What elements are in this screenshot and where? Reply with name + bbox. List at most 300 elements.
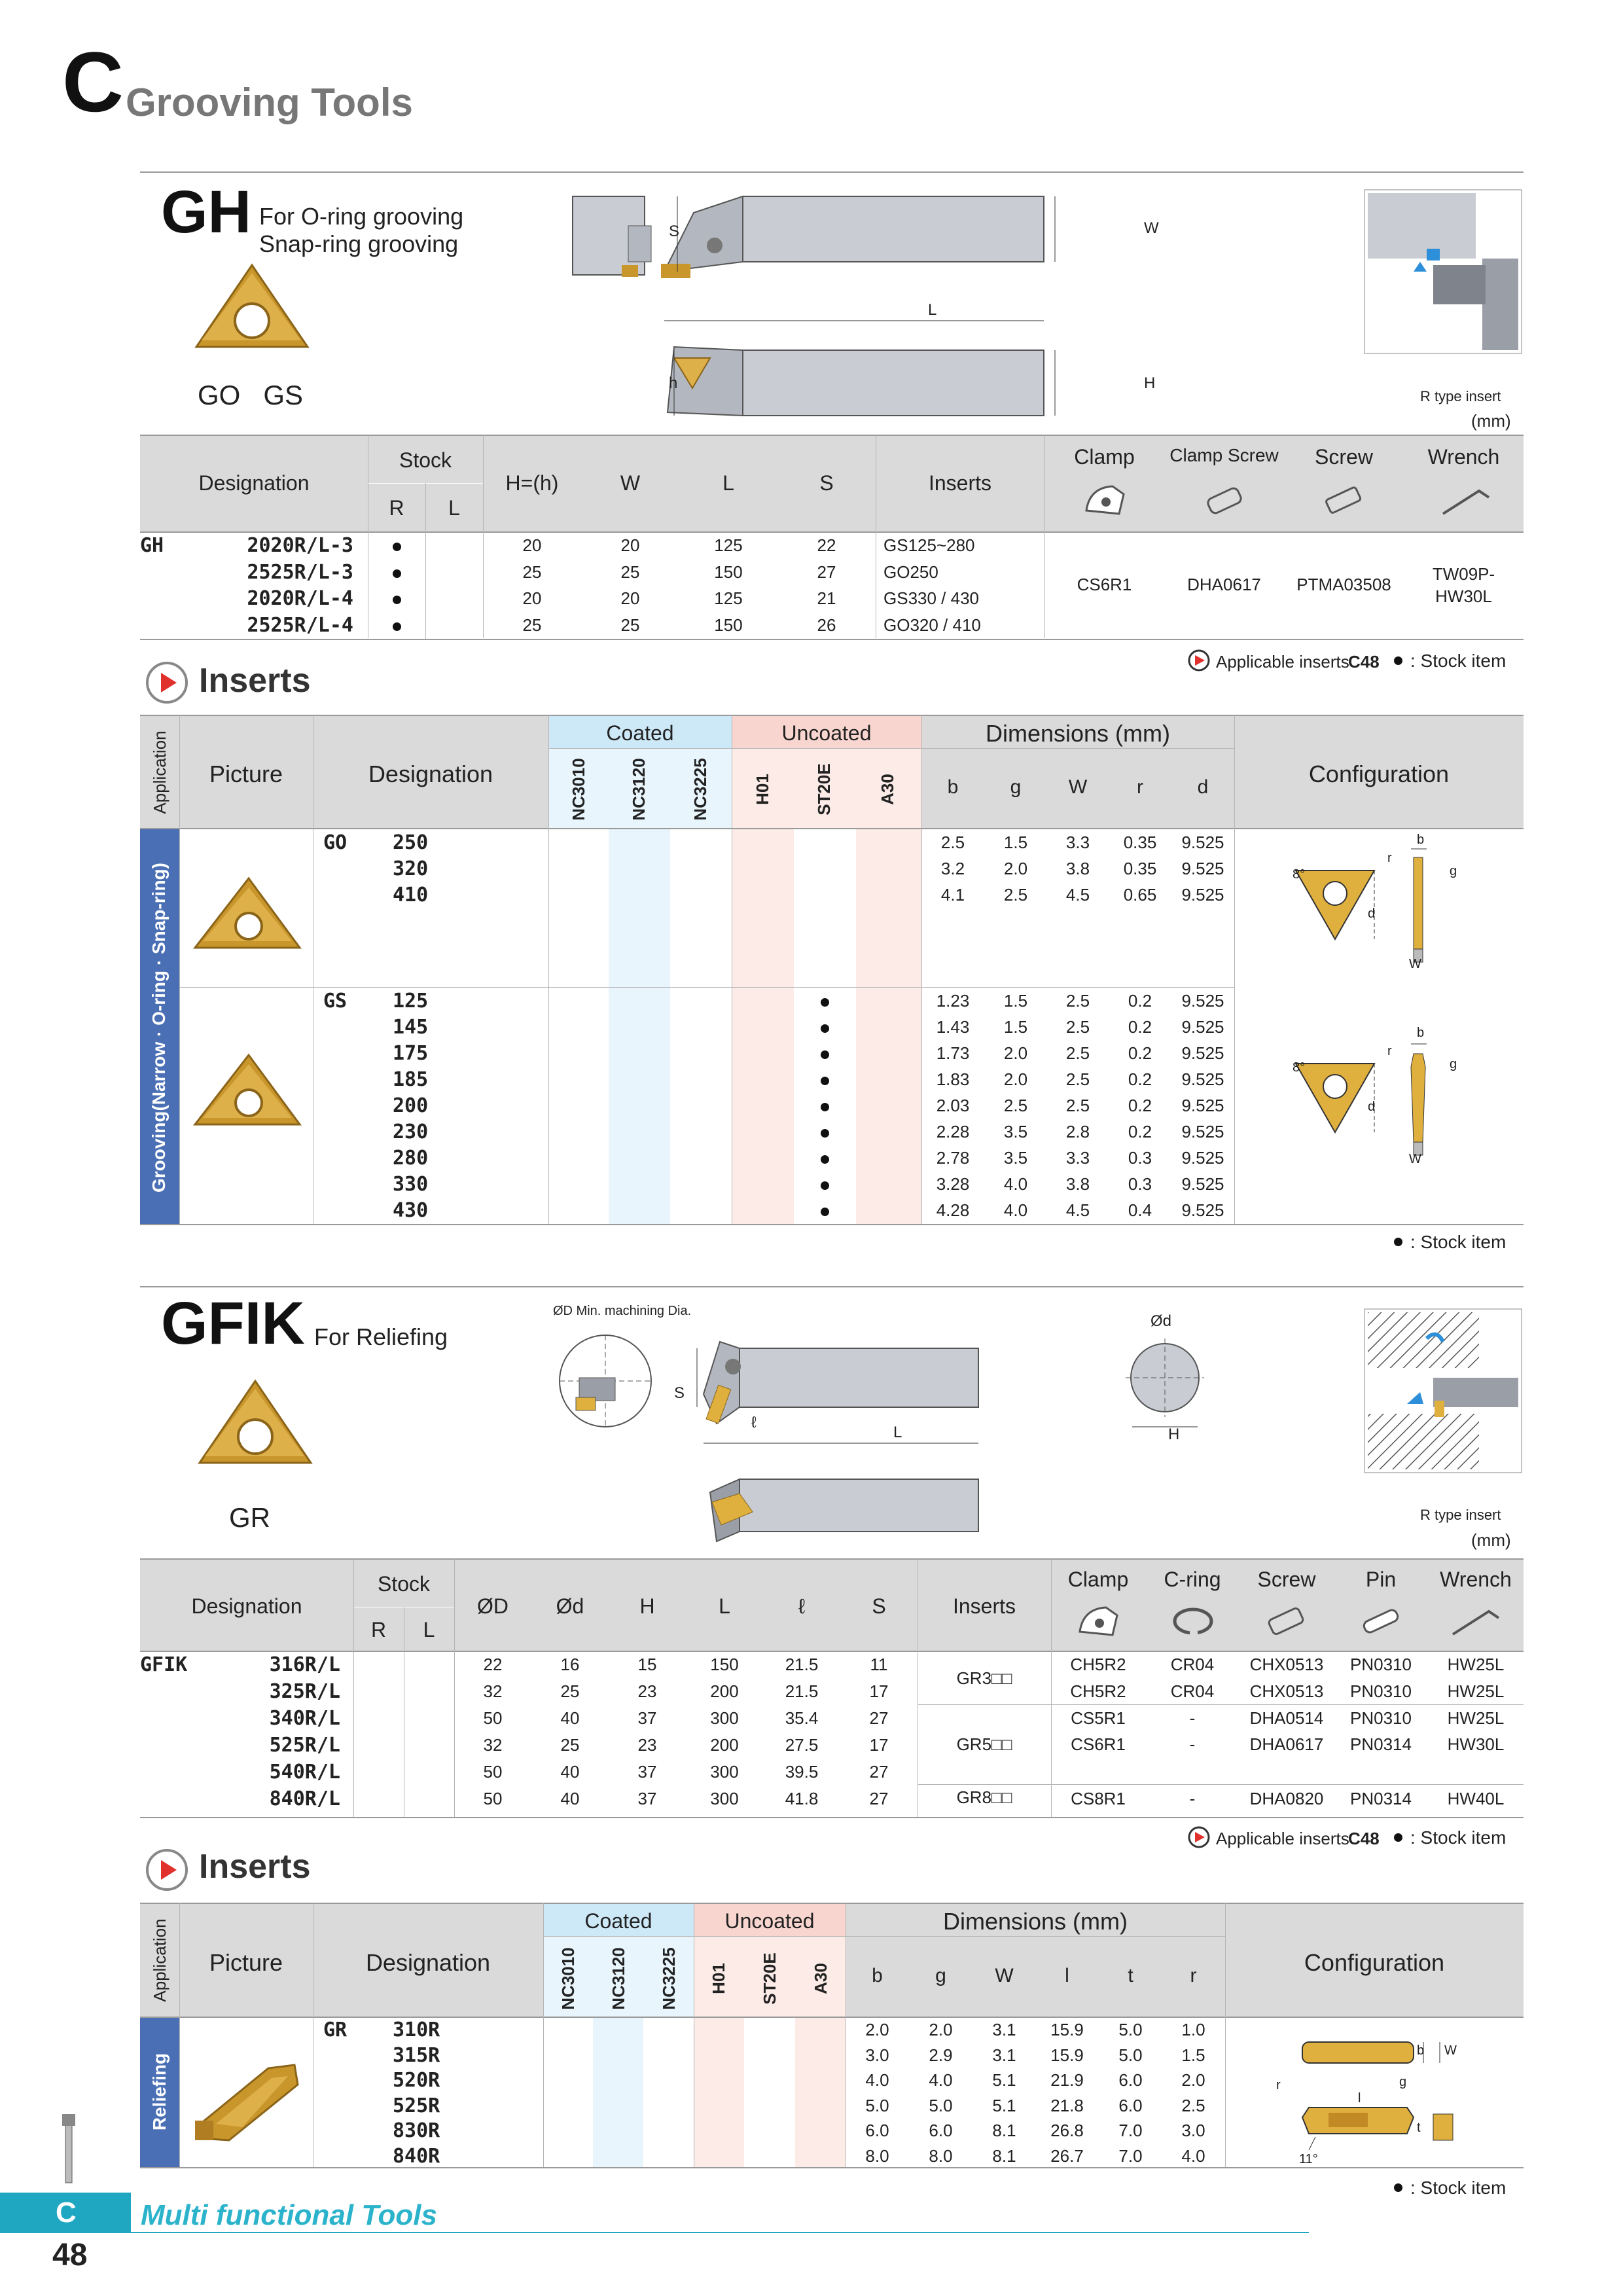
grade-a30: A30 [878,774,897,805]
inserts1-title: Inserts [199,662,311,700]
gr-row-code: 830R [393,2119,440,2142]
go-row-d: 9.525 [1181,859,1224,878]
gh-row-h: 25 [522,562,542,582]
dim-w: W [1068,776,1088,798]
go-config-b: b [1417,833,1425,847]
gs-family: GS [323,990,348,1013]
gfik-row-od-small: 25 [560,1735,580,1755]
go-row-r: 0.35 [1123,833,1157,852]
gfik-row-l: 200 [710,1681,739,1701]
gs-row-r: 0.2 [1128,1043,1152,1063]
gh-row-code: 2525R/L-3 [247,560,353,584]
gh-dim-w: W [1144,219,1159,237]
gr-row-b: 2.0 [865,2020,889,2039]
gr-row-w: 5.1 [992,2070,1016,2090]
gr-row-l: 26.7 [1050,2145,1084,2166]
gfik-row-l-small: 39.5 [785,1762,819,1782]
inserts1-col-picture: Picture [209,761,283,787]
grade-a30: A30 [811,1963,830,1994]
gh-row-h: 20 [522,535,542,555]
gr-row-r: 2.0 [1181,2070,1205,2090]
gs-row-r: 0.3 [1128,1174,1152,1194]
gfik-insert-names: GR [229,1502,270,1533]
gs-row-w: 4.5 [1065,1200,1090,1220]
gs-row-w: 2.5 [1065,1017,1090,1037]
gfik-dim-od: Ød [1150,1312,1172,1330]
gr-row-t: 5.0 [1118,2045,1143,2065]
gfik-row-l: 200 [710,1735,739,1755]
gfik-row-screw: CHX0513 [1249,1655,1324,1674]
gr-row-r: 1.0 [1181,2020,1205,2039]
gfik-inserts-gr5: GR5□□ [956,1734,1012,1754]
gr-family: GR [323,2018,348,2041]
gs-row-r: 0.2 [1128,1096,1152,1115]
gs-config-angle: 8° [1293,1060,1306,1075]
inserts1-col-designation: Designation [368,761,493,787]
gs-config-d: d [1368,1100,1376,1114]
inserts2-col-application: Application [150,1918,169,2002]
gfik-row-s: 27 [869,1762,889,1782]
gs-row-d: 9.525 [1181,1043,1224,1063]
gh-row-s: 26 [817,615,836,635]
grade-nc3225: NC3225 [659,1947,679,2010]
go-row-b: 2.5 [940,833,965,852]
footer-title: Multi functional Tools [141,2199,437,2231]
gh-dim-h: h [669,374,678,392]
stock-dot-icon [1394,656,1402,665]
stock-dot-icon [821,1050,829,1059]
go-row-b: 3.2 [940,859,965,878]
gr-row-b: 3.0 [865,2045,889,2065]
gr-row-l: 21.9 [1050,2070,1084,2090]
gh-insert-image [183,259,321,357]
gs-row-g: 1.5 [1003,991,1028,1011]
gh-row-l: 125 [714,535,743,555]
stock-dot-icon [393,622,401,631]
grade-nc3120: NC3120 [609,1947,628,2010]
gs-row-d: 9.525 [1181,1017,1224,1037]
gfik-row-screw: DHA0514 [1249,1708,1324,1728]
gs-row-b: 1.23 [936,991,970,1011]
arrow-circle-icon [1188,1826,1210,1848]
stock-dot-icon [821,1181,829,1190]
footer-tab-letter: C [56,2197,77,2229]
gs-row-code: 230 [393,1121,429,1143]
gr-row-code: 520R [393,2069,440,2092]
inserts2-legend-stock: : Stock item [1410,2178,1507,2198]
gfik-row-l: 300 [710,1762,739,1782]
gfik-row-clamp: CH5R2 [1070,1681,1126,1701]
gr-config-angle: 11° [1299,2152,1318,2166]
gfik-row-s: 27 [869,1789,889,1808]
gr-config-w: W [1444,2043,1457,2058]
gfik-row-clamp: CS8R1 [1071,1789,1126,1808]
stock-dot-icon [393,596,401,604]
gs-row-d: 9.525 [1181,1096,1224,1115]
gs-row-r: 0.4 [1128,1200,1152,1220]
gfik-gr5-wrench: HW30L [1447,1734,1505,1754]
gfik-row-od-small: 40 [560,1708,580,1728]
inserts1-col-uncoated: Uncoated [781,721,872,745]
gr-row-t: 7.0 [1118,2145,1143,2166]
clamp-icon [1077,1602,1122,1641]
dim-b: b [947,776,959,798]
gfik-row-s: 17 [869,1735,889,1755]
section-title: Grooving Tools [126,81,413,124]
gfik-row-clamp: CH5R2 [1070,1655,1126,1674]
stock-dot-icon [821,1155,829,1164]
gr-row-w: 8.1 [992,2145,1016,2166]
gh-legend-stock: : Stock item [1410,651,1507,671]
go-row-code: 410 [393,884,429,906]
dim-d: d [1197,776,1209,798]
gfik-unit-note: (mm) [1471,1530,1511,1550]
gh-row-insert: GS330 / 430 [883,588,979,608]
go-row-g: 1.5 [1003,833,1028,852]
gfik-legend-page: C48 [1348,1829,1380,1848]
go-row-w: 3.8 [1065,859,1090,878]
gr-row-code: 310R [393,2018,440,2041]
gh-legend-applicable: Applicable inserts [1216,652,1349,672]
gr-row-w: 5.1 [992,2095,1016,2115]
stock-dot-icon [821,1208,829,1216]
stock-dot-icon [821,1024,829,1033]
gh-r-type-note: R type insert [1420,388,1501,404]
dim-g: g [1010,776,1022,798]
gfik-dim-l-small: ℓ [751,1414,757,1431]
gfik-dim-min-dia: ØD Min. machining Dia. [553,1304,692,1318]
gr-config-t: t [1417,2121,1421,2135]
dim-r: r [1190,1965,1197,1986]
gfik-row-wrench: HW25L [1447,1708,1505,1728]
gs-row-b: 4.28 [936,1200,970,1220]
go-config-w: W [1409,957,1421,971]
gh-part-clamp: CS6R1 [1077,575,1132,594]
gh-insert-names: GO GS [198,380,304,410]
gr-row-r: 3.0 [1181,2121,1205,2140]
gfik-col-h: H [639,1594,655,1618]
gr-row-l: 21.8 [1050,2095,1084,2115]
gr-row-b: 6.0 [865,2121,889,2140]
inserts-arrow-icon [144,1847,190,1893]
gfik-col-length: L [719,1594,730,1618]
gr-row-t: 7.0 [1118,2121,1143,2140]
gr-row-code: 315R [393,2043,440,2067]
go-row-code: 320 [393,857,429,880]
gs-row-w: 3.8 [1065,1174,1090,1194]
gr-row-r: 1.5 [1181,2045,1205,2065]
gr-row-code: 840R [393,2144,440,2168]
gr-row-t: 6.0 [1118,2095,1143,2115]
dim-w: W [995,1965,1014,1986]
gr-row-code: 525R [393,2094,440,2117]
inserts2-col-designation: Designation [365,1949,491,1976]
gfik-row-pin: PN0310 [1350,1681,1412,1701]
gh-col-clamp-screw: Clamp Screw [1169,445,1279,465]
dim-l: l [1065,1965,1069,1986]
gr-row-l: 15.9 [1050,2020,1084,2039]
gfik-row-l: 150 [710,1655,739,1674]
gr-config-r: r [1276,2078,1281,2092]
go-row-r: 0.65 [1123,885,1157,905]
gfik-col-cring: C-ring [1164,1568,1221,1591]
gs-config-g: g [1450,1057,1457,1071]
gs-row-b: 1.83 [936,1069,970,1089]
inserts1-col-configuration: Configuration [1308,761,1450,787]
gh-col-hh: H=(h) [505,471,559,495]
gfik-family: GFIK [140,1653,188,1676]
footer-tab [0,2193,131,2233]
gh-tool-drawing [563,187,1178,429]
gr-row-w: 3.1 [992,2045,1016,2065]
gs-row-g: 2.5 [1003,1096,1028,1115]
gs-row-code: 175 [393,1042,429,1065]
stock-dot-icon [1394,1833,1402,1842]
gfik-row-h: 23 [637,1735,657,1755]
gfik-row-l-small: 21.5 [785,1655,819,1674]
gfik-row-l-small: 27.5 [785,1735,819,1755]
clamp-screw-icon [1203,483,1249,519]
gr-row-t: 5.0 [1118,2020,1143,2039]
gfik-row-pin: PN0310 [1350,1708,1412,1728]
stock-dot-icon [1394,1238,1402,1246]
gfik-col-od-big: ØD [477,1594,508,1618]
gfik-subtitle: For Reliefing [314,1323,448,1350]
stock-dot-icon [821,1129,829,1138]
gfik-row-l: 300 [710,1708,739,1728]
gfik-row-clamp: CS5R1 [1071,1708,1126,1728]
gs-row-code: 330 [393,1173,429,1196]
gh-col-clamp: Clamp [1074,445,1135,469]
inserts-arrow-icon [144,660,190,706]
gh-subtitle-1: For O-ring grooving [259,203,464,230]
stock-dot-icon [393,569,401,578]
gh-dim-l: L [928,301,937,319]
gr-row-b: 5.0 [865,2095,889,2115]
gh-row-w: 20 [620,588,640,608]
gfik-row-cring: CR04 [1170,1681,1215,1701]
gfik-row-od-big: 32 [483,1735,503,1755]
gs-row-g: 4.0 [1003,1174,1028,1194]
gh-col-stock: Stock [399,448,452,472]
gh-col-stock-r: R [389,496,404,520]
gfik-col-od-small: Ød [556,1594,584,1618]
gfik-tool-drawing [543,1316,1237,1551]
inserts2-col-dimensions: Dimensions (mm) [942,1908,1128,1935]
gfik-row-code: 340R/L [269,1707,340,1730]
c-ring-icon [1170,1605,1216,1638]
gs-row-d: 9.525 [1181,1174,1224,1194]
gs-row-w: 3.3 [1065,1148,1090,1168]
gh-row-h: 25 [522,615,542,635]
inserts1-application-label: Grooving(Narrow · O-ring · Snap-ring) [149,863,169,1193]
gs-row-d: 9.525 [1181,1148,1224,1168]
gr-row-w: 8.1 [992,2121,1016,2140]
gfik-row-l-small: 41.8 [785,1789,819,1808]
gs-row-b: 3.28 [936,1174,970,1194]
grade-nc3010: NC3010 [558,1947,578,2010]
go-row-b: 4.1 [940,885,965,905]
gh-divider [140,171,1524,173]
clamp-icon [1083,481,1129,520]
gfik-row-od-big: 22 [483,1655,503,1674]
gs-row-d: 9.525 [1181,1200,1224,1220]
gh-row-l: 150 [714,615,743,635]
gfik-row-wrench: HW25L [1447,1681,1505,1701]
gfik-row-code: 325R/L [269,1680,340,1703]
gh-row-insert: GO250 [883,562,938,582]
grade-nc3010: NC3010 [569,758,588,821]
gs-row-d: 9.525 [1181,1122,1224,1141]
gfik-row-pin: PN0310 [1350,1655,1412,1674]
stock-dot-icon [821,1077,829,1085]
inserts2-col-picture: Picture [209,1949,283,1976]
gh-part-clamp-screw: DHA0617 [1187,575,1261,594]
gfik-col-wrench: Wrench [1440,1568,1512,1591]
gfik-row-h: 37 [637,1789,657,1808]
gs-row-b: 2.78 [936,1148,970,1168]
gfik-row-od-big: 50 [483,1762,503,1782]
gs-row-w: 2.5 [1065,991,1090,1011]
gs-row-g: 3.5 [1003,1122,1028,1141]
stock-dot-icon [821,1103,829,1111]
gr-row-b: 8.0 [865,2145,889,2166]
inserts1-col-coated: Coated [606,721,674,745]
gfik-col-screw: Screw [1257,1568,1316,1591]
gfik-col-inserts: Inserts [952,1594,1016,1618]
gfik-col-stock-r: R [370,1618,387,1641]
gh-col-screw: Screw [1315,445,1373,469]
grade-nc3225: NC3225 [690,758,710,821]
gfik-row-code: 316R/L [269,1653,340,1676]
inserts1-legend-stock: : Stock item [1410,1232,1507,1252]
gs-row-r: 0.2 [1128,1069,1152,1089]
gh-subtitle-2: Snap-ring grooving [259,230,459,257]
gr-row-r: 2.5 [1181,2095,1205,2115]
gh-title: GH [161,179,251,245]
grade-st20e: ST20E [814,763,834,816]
gr-row-r: 4.0 [1181,2145,1205,2166]
gs-row-w: 2.8 [1065,1122,1090,1141]
gfik-gr5-clamp: CS6R1 [1071,1734,1126,1754]
gs-row-code: 200 [393,1094,429,1117]
go-family: GO [323,831,348,854]
gfik-row-l-small: 35.4 [785,1708,819,1728]
dim-b: b [872,1965,883,1986]
gfik-row-screw: DHA0820 [1249,1789,1324,1808]
gfik-col-pin: Pin [1365,1568,1397,1591]
gfik-title: GFIK [161,1290,305,1357]
gr-row-g: 2.9 [929,2045,953,2065]
gs-row-r: 0.2 [1128,991,1152,1011]
go-config-angle: 8° [1293,867,1306,882]
gfik-divider [140,1286,1524,1287]
gr-row-b: 4.0 [865,2070,889,2090]
page-number: 48 [52,2238,88,2272]
gs-config-b: b [1417,1026,1425,1040]
gr-row-g: 5.0 [929,2095,953,2115]
screw-icon [1264,1604,1310,1640]
gs-row-code: 185 [393,1068,429,1091]
gh-part-wrench-2: HW30L [1435,586,1492,606]
wrench-icon [1450,1605,1502,1638]
gfik-row-wrench: HW40L [1447,1789,1505,1808]
gr-row-g: 8.0 [929,2145,953,2166]
tool-thumbnail-icon [59,2111,79,2189]
gs-row-w: 2.5 [1065,1096,1090,1115]
gs-row-w: 2.5 [1065,1043,1090,1063]
gfik-row-od-big: 50 [483,1708,503,1728]
inserts2-title: Inserts [199,1848,311,1886]
gfik-col-s: S [872,1594,886,1618]
stock-dot-icon [821,998,829,1007]
gfik-gr5-pin: PN0314 [1350,1734,1412,1754]
gfik-gr5-screw: DHA0617 [1249,1734,1324,1754]
gh-unit-note: (mm) [1471,411,1511,431]
dim-t: t [1128,1965,1133,1986]
section-letter: C [62,34,124,130]
gs-row-g: 2.0 [1003,1043,1028,1063]
gr-config-b: b [1417,2043,1425,2058]
inserts2-application-label: Reliefing [149,2053,169,2131]
go-row-w: 4.5 [1065,885,1090,905]
gh-dim-s: S [669,223,680,240]
go-config-d: d [1368,906,1376,921]
gh-row-s: 21 [817,588,836,608]
gfik-inserts-gr3: GR3□□ [956,1668,1012,1688]
gh-col-wrench: Wrench [1427,445,1500,469]
gfik-row-cring: - [1189,1789,1196,1808]
gfik-col-clamp: Clamp [1067,1568,1129,1591]
gs-row-r: 0.2 [1128,1017,1152,1037]
stock-dot-icon [393,543,401,551]
screw-icon [1322,483,1368,519]
gfik-row-od-big: 32 [483,1681,503,1701]
gs-row-g: 2.0 [1003,1069,1028,1089]
go-config-r: r [1387,851,1392,865]
gs-row-g: 1.5 [1003,1017,1028,1037]
gr-config-l: l [1358,2091,1361,2106]
gfik-col-stock-l: L [423,1618,435,1641]
gh-row-code: 2020R/L-4 [247,587,353,610]
gs-config-w: W [1409,1152,1421,1166]
inserts2-col-uncoated: Uncoated [724,1909,815,1933]
gfik-row-l-small: 21.5 [785,1681,819,1701]
gh-row-s: 22 [817,535,836,555]
gs-row-r: 0.3 [1128,1148,1152,1168]
go-row-g: 2.0 [1003,859,1028,878]
gh-dim-H: H [1144,374,1156,392]
gfik-gr5-cring: - [1189,1734,1196,1754]
go-row-code: 250 [393,831,429,854]
gfik-row-s: 27 [869,1708,889,1728]
gh-application-drawing [1361,187,1525,357]
gfik-row-od-big: 50 [483,1789,503,1808]
inserts2-col-configuration: Configuration [1304,1949,1445,1976]
gfik-legend-stock: : Stock item [1410,1827,1507,1848]
go-insert-image [190,870,304,956]
gfik-row-od-small: 16 [560,1655,580,1674]
gfik-dim-l: L [893,1424,902,1441]
gfik-row-code: 540R/L [269,1761,340,1784]
gfik-dim-s: S [674,1384,685,1402]
go-row-d: 9.525 [1181,885,1224,905]
grade-h01: H01 [753,774,772,805]
gs-row-code: 280 [393,1147,429,1170]
gh-row-h: 20 [522,588,542,608]
dim-g: g [935,1965,946,1986]
gs-row-r: 0.2 [1128,1122,1152,1141]
